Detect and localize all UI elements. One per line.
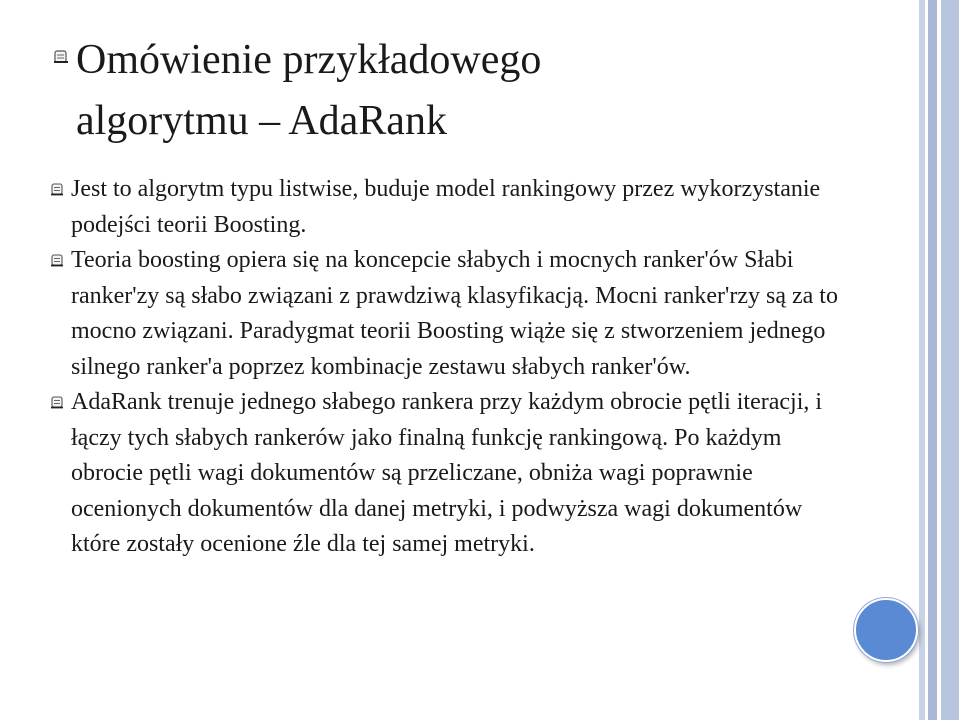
scroll-bullet-icon — [50, 182, 65, 198]
scroll-bullet-icon — [50, 395, 65, 411]
scroll-bullet-icon — [50, 253, 65, 269]
slide-title — [52, 30, 852, 152]
bullet-text: AdaRank trenuje jednego słabego rankera przy każdym obrocie pętli iteracji, i łączy tych słabych rankerów jako finalną funkcję rankingową. Po każdym obrocie pętli wagi dokumentów są przeliczane, obniża wagi poprawnie ocenionych dokumentów dla danej metryki, i podwyższa wagi dokumentów które zostały ocenione źle dla tej samej metryki. — [71, 389, 823, 557]
stripe — [928, 0, 937, 720]
stripe — [941, 0, 959, 720]
list-item — [50, 385, 850, 563]
title-line-2: algorytmu – AdaRank — [76, 98, 447, 144]
list-item — [50, 172, 850, 243]
bullet-text: Jest to algorytm typu listwise, buduje model rankingowy przez wykorzystanie podejści teorii Boosting. — [71, 176, 821, 238]
bullet-text: Teoria boosting opiera się na koncepcie słabych i mocnych ranker'ów Słabi ranker'zy są słabo związani z prawdziwą klasyfikacją. Mocni ranker'rzy są za to mocno związani. Paradygmat teorii Boosting wiąże się z stworzeniem jednego silnego ranker'a poprzez kombinacje zestawu słabych ranker'ów. — [71, 247, 838, 380]
title-line-1: Omówienie przykładowego — [76, 37, 542, 83]
right-decorative-stripes — [919, 0, 959, 720]
scroll-bullet-icon — [52, 48, 70, 64]
decorative-circle — [854, 598, 918, 662]
bullet-list — [50, 172, 850, 563]
list-item — [50, 243, 850, 385]
